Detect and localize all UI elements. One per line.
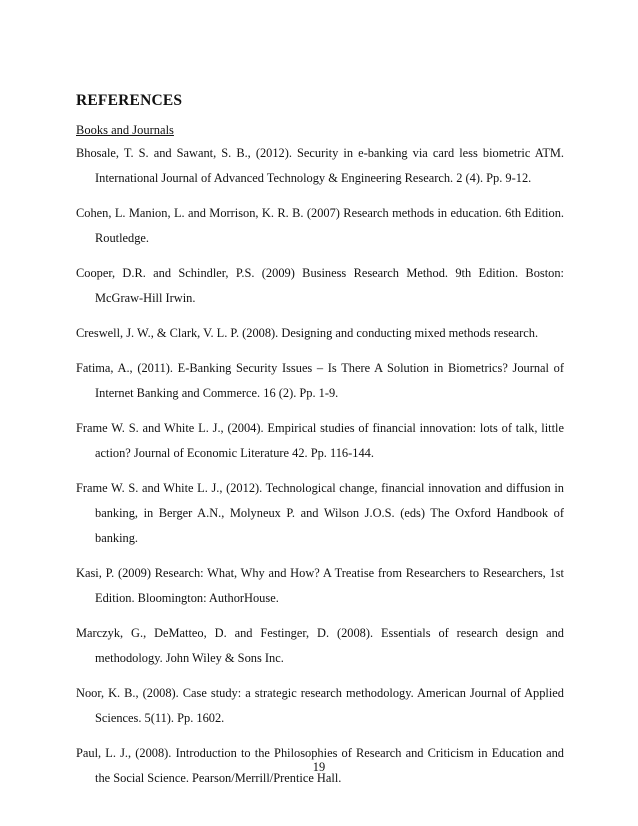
reference-item: Cohen, L. Manion, L. and Morrison, K. R. B. (2007) Research methods in education. 6th Edition. Routledge. — [76, 206, 564, 245]
reference-item: Kasi, P. (2009) Research: What, Why and How? A Treatise from Researchers to Researchers, 1st Edition. Bloomington: AuthorHouse. — [76, 566, 564, 605]
reference-item: Paul, L. J., (2008). Introduction to the Philosophies of Research and Criticism in Education and the Social Science. Pearson/Merrill/Prentice Hall. — [76, 746, 564, 785]
reference-item: Frame W. S. and White L. J., (2004). Empirical studies of financial innovation: lots of talk, little action? Journal of Economic Literature 42. Pp. 116-144. — [76, 421, 564, 460]
reference-list — [76, 141, 564, 801]
references-heading: REFERENCES — [76, 92, 183, 109]
reference-item: Frame W. S. and White L. J., (2012). Technological change, financial innovation and diffusion in banking, in Berger A.N., Molyneux P. and Wilson J.O.S. (eds) The Oxford Handbook of banking. — [76, 481, 564, 545]
reference-item: Bhosale, T. S. and Sawant, S. B., (2012). Security in e-banking via card less biometric ATM. International Journal of Advanced Technology & Engineering Research. 2 (4). Pp. 9-12. — [76, 146, 564, 185]
reference-item: Marczyk, G., DeMatteo, D. and Festinger, D. (2008). Essentials of research design and methodology. John Wiley & Sons Inc. — [76, 626, 564, 665]
books-and-journals-subheading: Books and Journals — [76, 123, 174, 137]
reference-item: Cooper, D.R. and Schindler, P.S. (2009) Business Research Method. 9th Edition. Boston: McGraw-Hill Irwin. — [76, 266, 564, 305]
reference-item: Creswell, J. W., & Clark, V. L. P. (2008). Designing and conducting mixed methods research. — [76, 326, 539, 340]
page-number: 19 — [312, 760, 326, 774]
reference-item: Noor, K. B., (2008). Case study: a strategic research methodology. American Journal of Applied Sciences. 5(11). Pp. 1602. — [76, 686, 564, 725]
reference-item: Fatima, A., (2011). E-Banking Security Issues – Is There A Solution in Biometrics? Journal of Internet Banking and Commerce. 16 (2). Pp. 1-9. — [76, 361, 564, 400]
